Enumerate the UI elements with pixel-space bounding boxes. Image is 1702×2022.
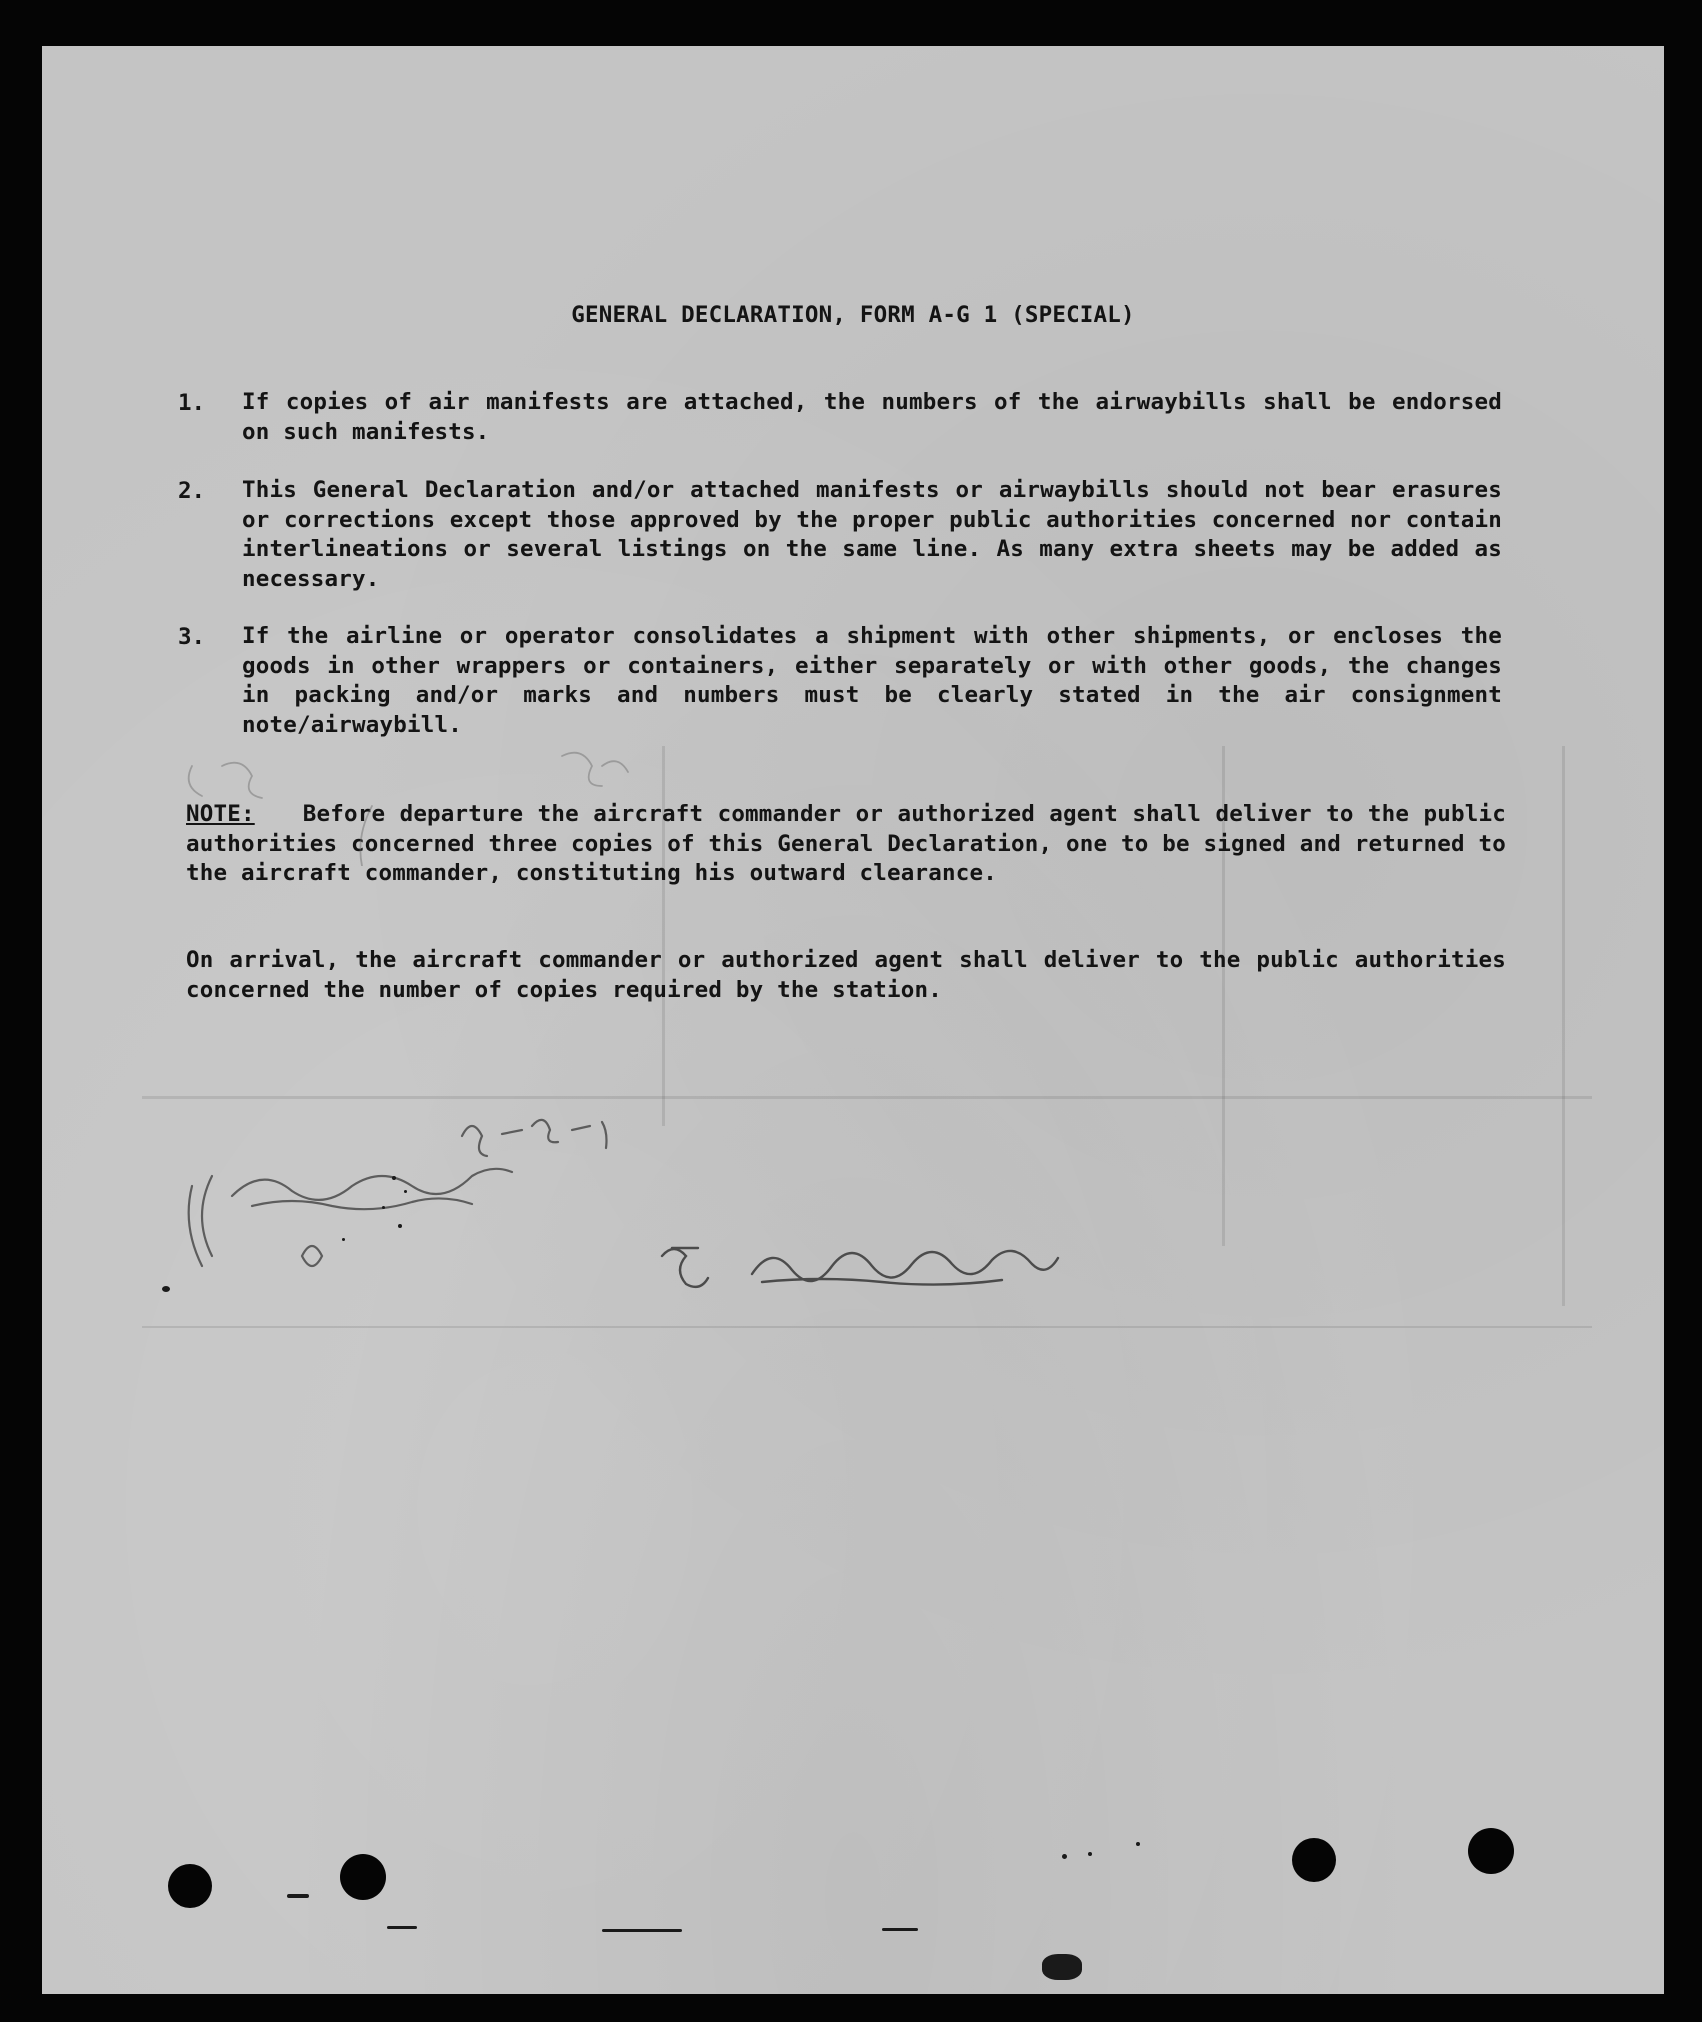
- speck: [1136, 1842, 1140, 1846]
- document-page: [42, 46, 1664, 1994]
- punch-hole: [168, 1864, 212, 1908]
- bleed-through-rule: [142, 1326, 1592, 1328]
- punch-hole: [1292, 1838, 1336, 1882]
- item-text: If the airline or operator consolidates a shipment with other shipments, or encloses the goods in other wrappers or containers, either separately or with other goods, the changes in packing and/or marks and numbers must be clearly stated in the air consignment note/airwaybill.: [242, 623, 1502, 738]
- speck: [882, 1928, 918, 1931]
- punch-hole: [1468, 1828, 1514, 1874]
- speck: [287, 1894, 309, 1898]
- arrival-paragraph: On arrival, the aircraft commander or authorized agent shall deliver to the public authorities concerned the number of copies required by the station.: [186, 947, 1506, 1003]
- speck: [387, 1926, 417, 1929]
- handwritten-scribble: [132, 1106, 672, 1306]
- speck: [342, 1238, 345, 1241]
- item-text: If copies of air manifests are attached, the numbers of the airwaybills shall be endorsed on such manifests.: [242, 389, 1502, 445]
- speck: [398, 1224, 402, 1228]
- speck: [162, 1286, 170, 1292]
- bleed-through-rule: [142, 1096, 1592, 1099]
- bleed-through-rule: [1562, 746, 1565, 1306]
- punch-hole: [340, 1854, 386, 1900]
- speck: [1042, 1954, 1082, 1980]
- item-text: This General Declaration and/or attached manifests or airwaybills should not bear erasures or corrections except those approved by the proper public authorities concerned nor contain interlineations or several listings on the same line. As many extra sheets may be added as necessary.: [242, 477, 1502, 592]
- item-number: 1.: [178, 390, 206, 416]
- handwritten-scribble: [642, 1226, 1162, 1316]
- speck: [1062, 1854, 1067, 1859]
- speck: [382, 1206, 385, 1209]
- speck: [404, 1190, 407, 1193]
- speck: [602, 1929, 682, 1932]
- handwritten-scribble: [182, 746, 702, 866]
- speck: [392, 1176, 396, 1180]
- document-title: GENERAL DECLARATION, FORM A-G 1 (SPECIAL): [571, 302, 1135, 328]
- item-number: 2.: [178, 478, 206, 504]
- speck: [1088, 1852, 1092, 1856]
- note-text: Before departure the aircraft commander or authorized agent shall deliver to the public authorities concerned three copies of this General Declaration, one to be signed and returned to the aircraft commander, constituting his outward clearance.: [186, 801, 1506, 886]
- note-label: NOTE:: [186, 801, 255, 827]
- item-number: 3.: [178, 624, 206, 650]
